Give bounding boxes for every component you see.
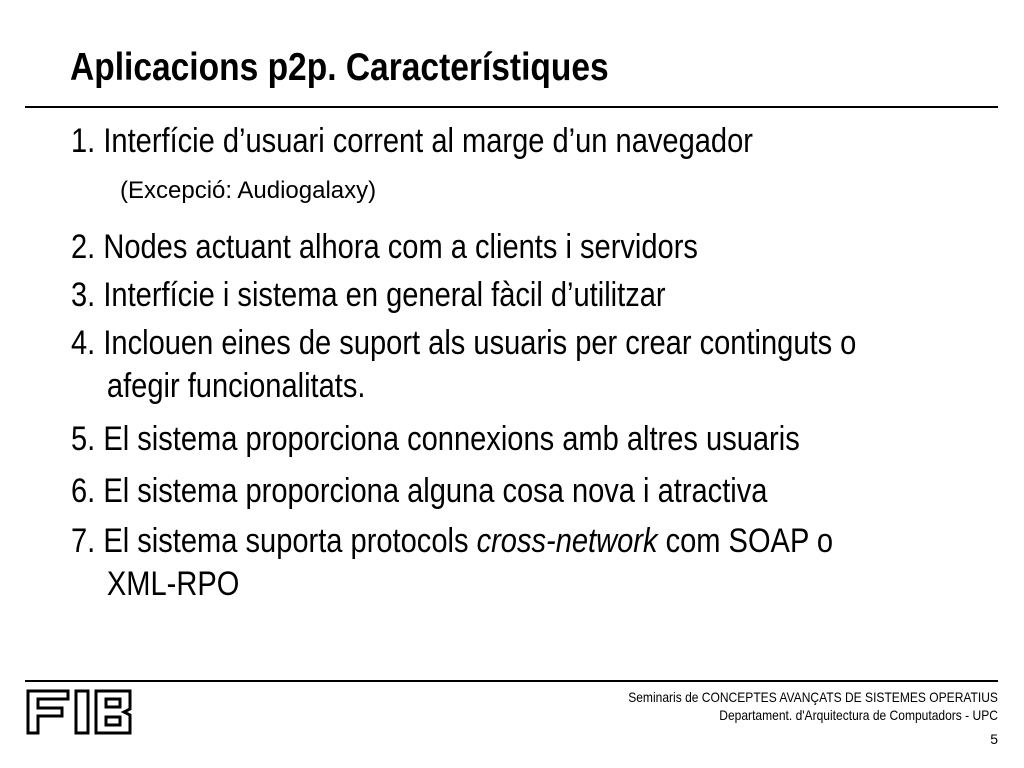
item-text: El sistema proporciona connexions amb altres usuaris	[103, 420, 800, 458]
footer-department: Departament. d'Arquitectura de Computadors - UPC	[719, 707, 998, 723]
item-text-before: El sistema suporta protocols	[103, 522, 477, 560]
footer-course: Seminaris de CONCEPTES AVANÇATS DE SISTEMES OPERATIUS	[628, 689, 998, 705]
item-number: 7.	[71, 522, 96, 560]
item-number: 2.	[71, 228, 96, 266]
fib-logo	[26, 689, 138, 740]
item-number: 1.	[71, 122, 96, 160]
title-divider	[25, 106, 998, 108]
slide-title: Aplicacions p2p. Característiques	[70, 46, 609, 89]
item-text-after: com SOAP o	[657, 522, 834, 560]
item-continuation: XML-RPO	[106, 565, 240, 603]
item-number: 6.	[71, 472, 96, 510]
footer-credits	[568, 688, 998, 724]
item-number: 3.	[71, 276, 96, 314]
item-text: El sistema proporciona alguna cosa nova i atractiva	[103, 472, 768, 510]
list-item-6	[71, 470, 767, 513]
item-text: Interfície d’usuari corrent al marge d’un navegador	[103, 122, 753, 160]
list-item-3	[71, 274, 666, 317]
item-number: 5.	[71, 420, 96, 458]
footer-divider	[25, 680, 998, 682]
list-item-1	[71, 120, 753, 163]
item-text: Interfície i sistema en general fàcil d’utilitzar	[103, 276, 666, 314]
item-text: Nodes actuant alhora com a clients i servidors	[103, 228, 698, 266]
page-number: 5	[990, 731, 998, 747]
item-continuation: afegir funcionalitats.	[106, 367, 366, 405]
list-item-1-subnote: (Excepció: Audiogalaxy)	[120, 177, 377, 204]
list-item-5	[71, 418, 800, 461]
item-text: Inclouen eines de suport als usuaris per crear continguts o	[103, 324, 857, 362]
list-item-7	[71, 520, 833, 606]
item-text-italic: cross-network	[476, 522, 658, 560]
list-item-2	[71, 226, 698, 269]
list-item-4	[71, 322, 856, 408]
item-number: 4.	[71, 324, 96, 362]
